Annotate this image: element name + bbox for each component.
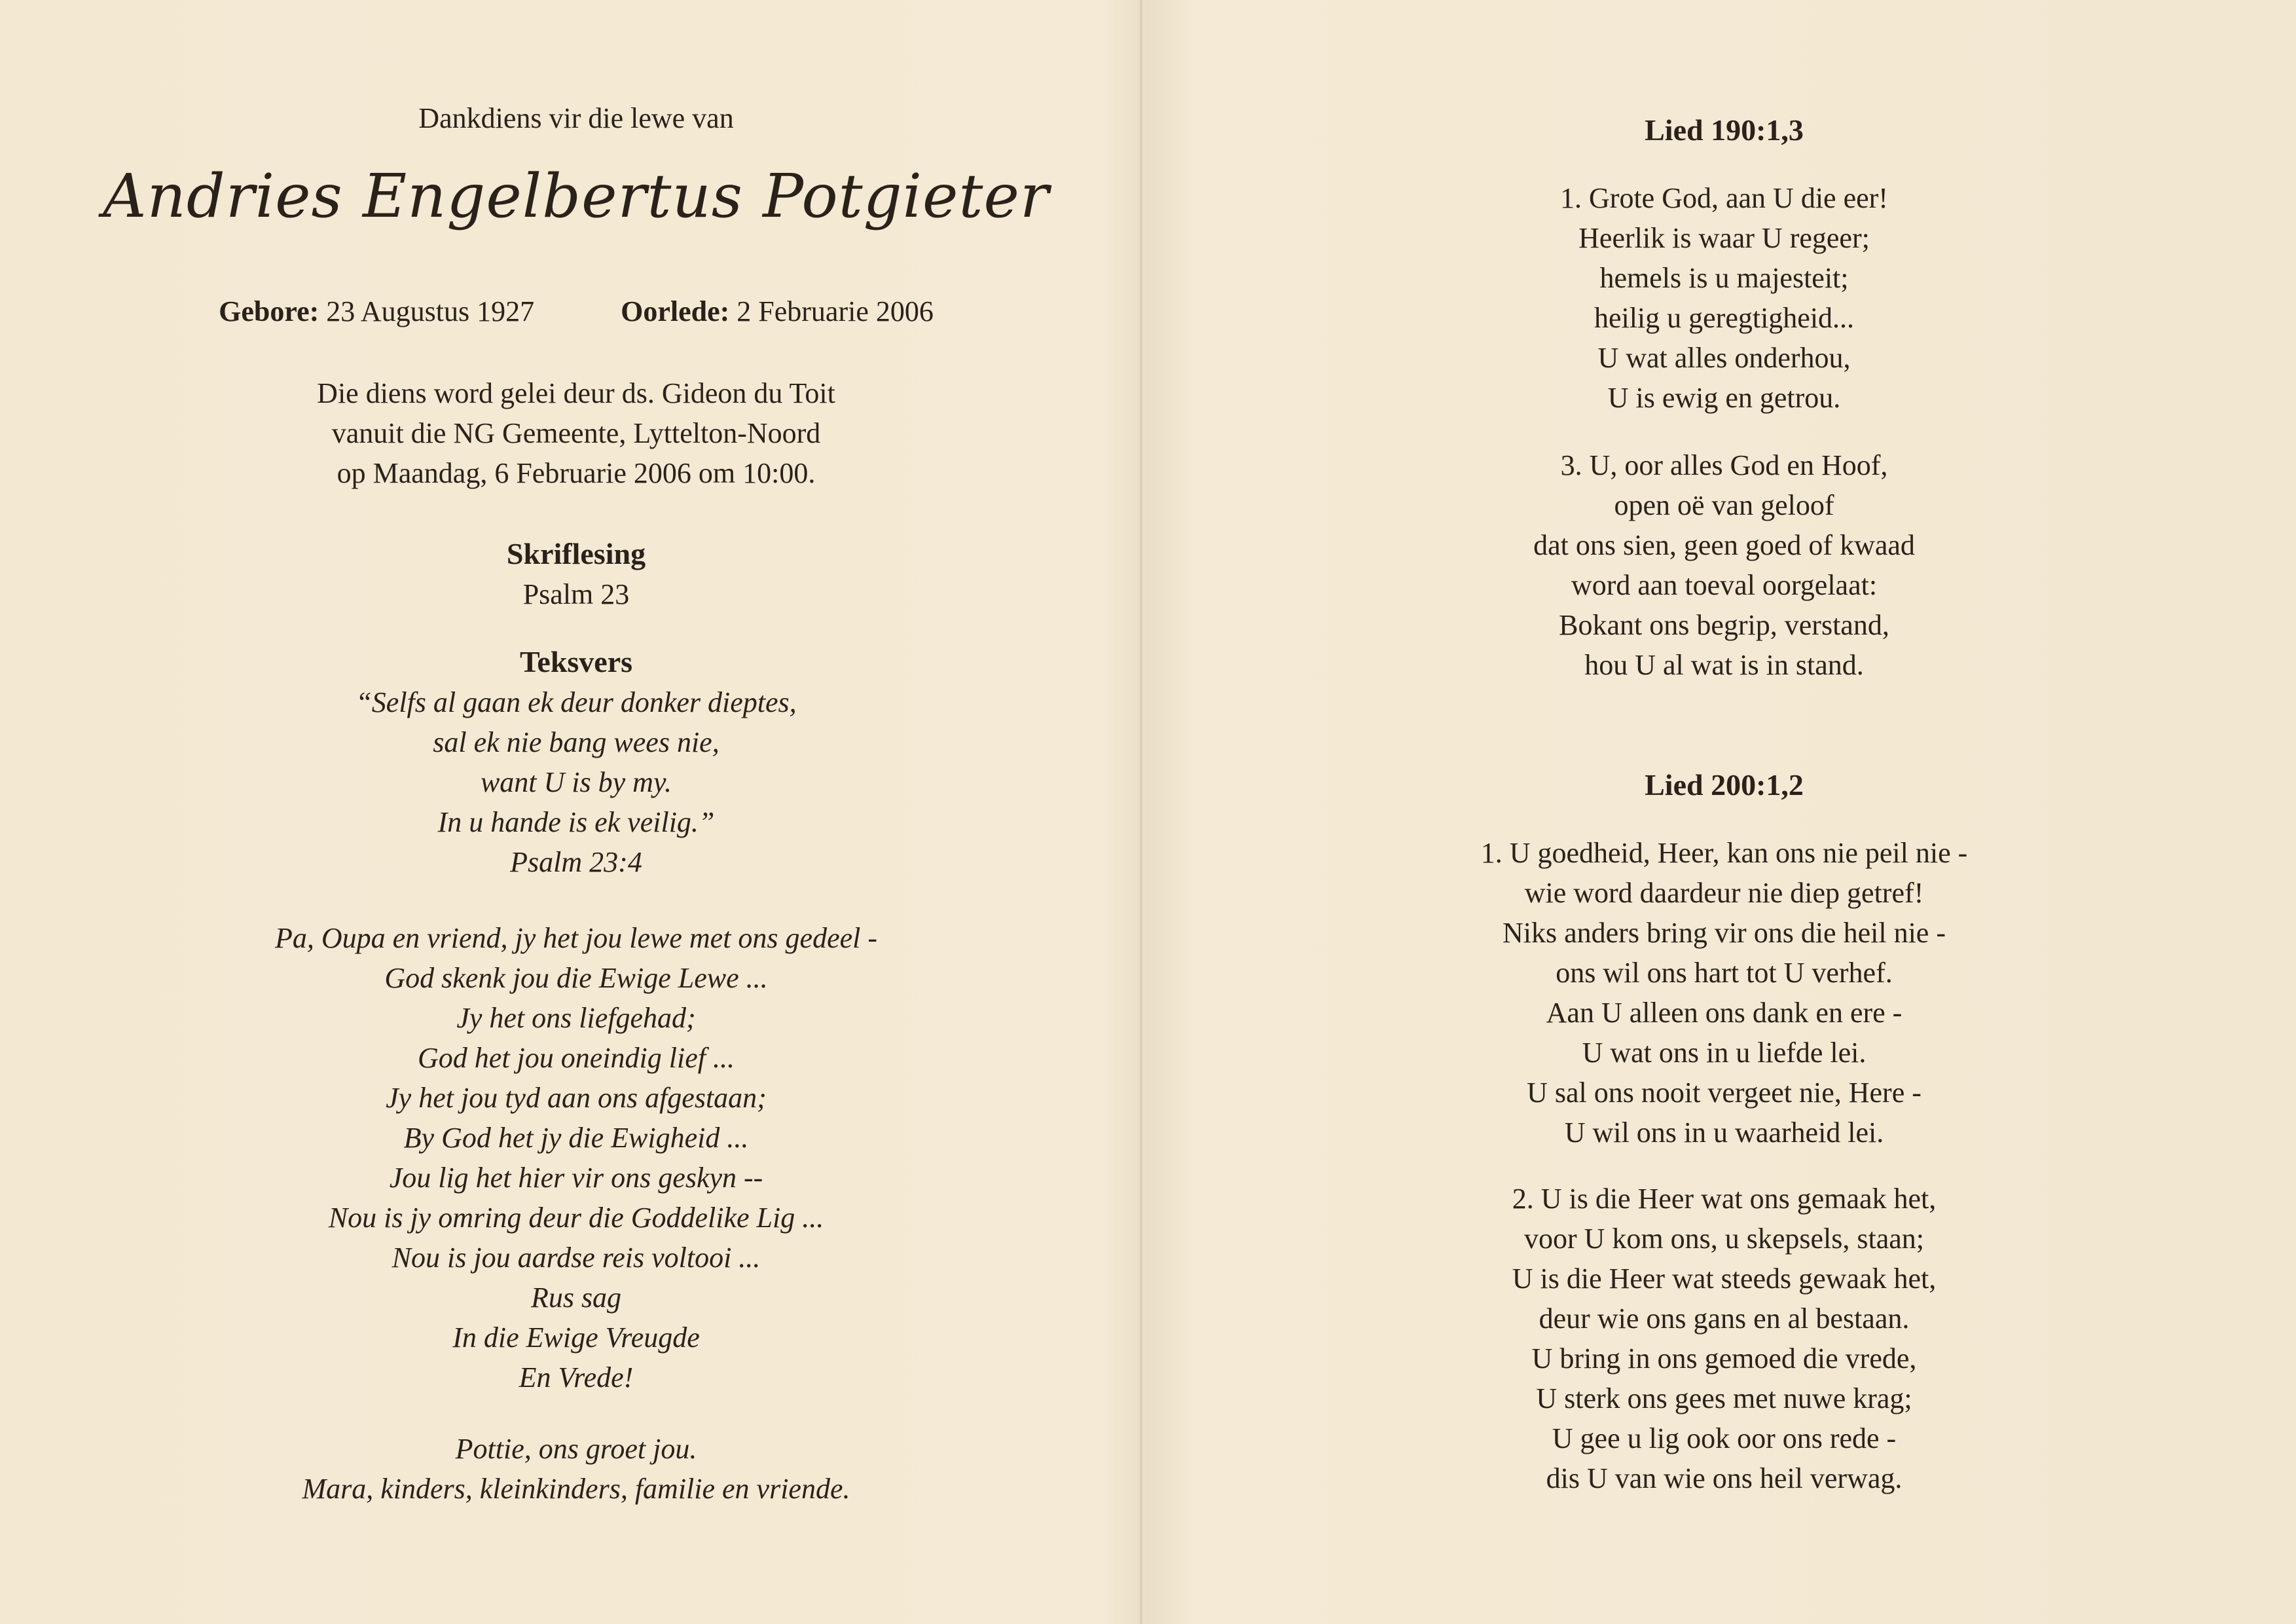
hymn-line: dis U van wie ons heil verwag. — [1546, 1462, 1903, 1494]
service-line: vanuit die NG Gemeente, Lyttelton-Noord — [331, 417, 821, 449]
hymn-line: Aan U alleen ons dank en ere - — [1546, 997, 1903, 1029]
verse-line: “Selfs al gaan ek deur donker dieptes, — [355, 686, 797, 718]
hymn-line: U sal ons nooit vergeet nie, Here - — [1527, 1077, 1922, 1109]
tribute-line: Jy het jou tyd aan ons afgestaan; — [386, 1082, 767, 1114]
hymn-line: 2. U is die Heer wat ons gemaak het, — [1512, 1183, 1937, 1215]
reading-section — [0, 534, 1152, 614]
hymn-line: Niks anders bring vir ons die heil nie - — [1503, 917, 1946, 949]
tribute-line: By God het jy die Ewigheid ... — [403, 1122, 749, 1154]
hymn-line: U bring in ons gemoed die vrede, — [1531, 1342, 1917, 1375]
tribute-line: Pa, Oupa en vriend, jy het jou lewe met ons gedeel - — [274, 922, 878, 954]
hymn-line: U wil ons in u waarheid lei. — [1564, 1116, 1884, 1149]
hymn-line: hemels is u majesteit; — [1599, 262, 1849, 294]
hymn-line: ons wil ons hart tot U verhef. — [1556, 957, 1893, 989]
hymn-line: dat ons sien, geen goed of kwaad — [1533, 529, 1915, 561]
hymn-line: U wat ons in u liefde lei. — [1582, 1037, 1867, 1069]
born-value: 23 Augustus 1927 — [326, 295, 535, 327]
verse-line: In u hande is ek veilig.” — [437, 806, 715, 838]
hymn-line: Heerlik is waar U regeer; — [1578, 222, 1870, 254]
reading-heading: Skriflesing — [506, 537, 646, 570]
greeting-line: Mara, kinders, kleinkinders, familie en vriende. — [302, 1473, 850, 1505]
dates-line — [0, 295, 1152, 328]
hymn-2-verse-1 — [1152, 833, 2296, 1153]
hymn-line: U gee u lig ook oor ons rede - — [1552, 1422, 1897, 1454]
born-label: Gebore: — [219, 295, 319, 327]
verse-heading: Teksvers — [519, 645, 633, 678]
service-details — [0, 373, 1152, 493]
hymn-line: 3. U, oor alles God en Hoof, — [1560, 449, 1888, 481]
verse-line: sal ek nie bang wees nie, — [433, 726, 720, 758]
tribute-line: En Vrede! — [519, 1361, 634, 1393]
hymn-line: 1. Grote God, aan U die eer! — [1560, 182, 1888, 214]
greeting-line: Pottie, ons groet jou. — [455, 1433, 697, 1465]
right-panel — [1152, 0, 2296, 1624]
tribute-line: In die Ewige Vreugde — [452, 1321, 700, 1354]
tribute-line: Jy het ons liefgehad; — [456, 1002, 696, 1034]
hymn-line: hou U al wat is in stand. — [1584, 649, 1864, 681]
service-line: op Maandag, 6 Februarie 2006 om 10:00. — [337, 457, 816, 489]
hymn-1-verse-1 — [1152, 178, 2296, 418]
verse-line: want U is by my. — [480, 766, 672, 798]
died-value: 2 Februarie 2006 — [737, 295, 934, 327]
hymn-line: wie word daardeur nie diep getref! — [1524, 877, 1924, 909]
hymn-1-verse-3 — [1152, 445, 2296, 685]
hymn-line: open oë van geloof — [1614, 489, 1834, 521]
hymn-1-title: Lied 190:1,3 — [1645, 113, 1804, 147]
hymn-line: deur wie ons gans en al bestaan. — [1539, 1302, 1910, 1335]
died-label: Oorlede: — [621, 295, 730, 327]
tribute-line: Rus sag — [530, 1282, 622, 1314]
hymn-line: Bokant ons begrip, verstand, — [1559, 609, 1889, 641]
intro-line: Dankdiens vir die lewe van — [418, 102, 734, 134]
farewell-greeting — [0, 1429, 1152, 1509]
deceased-name: Andries Engelbertus Potgieter — [103, 161, 1049, 231]
hymn-line: U is ewig en getrou. — [1607, 382, 1841, 414]
reading-value: Psalm 23 — [522, 578, 630, 610]
tribute-line: Nou is jou aardse reis voltooi ... — [392, 1242, 761, 1274]
hymn-line: U wat alles onderhou, — [1597, 342, 1851, 374]
service-line: Die diens word gelei deur ds. Gideon du Toit — [317, 377, 835, 409]
hymn-2-verse-2 — [1152, 1179, 2296, 1498]
hymn-2-title: Lied 200:1,2 — [1645, 768, 1804, 802]
hymn-line: voor U kom ons, u skepsels, staan; — [1523, 1223, 1925, 1255]
tribute-line: God het jou oneindig lief ... — [418, 1042, 735, 1074]
hymn-line: U is die Heer wat steeds gewaak het, — [1512, 1263, 1937, 1295]
tribute-poem — [0, 918, 1152, 1397]
verse-section — [0, 642, 1152, 882]
hymn-line: word aan toeval oorgelaat: — [1571, 569, 1878, 601]
tribute-line: God skenk jou die Ewige Lewe ... — [384, 962, 768, 994]
hymn-line: 1. U goedheid, Heer, kan ons nie peil nie - — [1480, 837, 1968, 869]
tribute-line: Nou is jy omring deur die Goddelike Lig ... — [328, 1202, 824, 1234]
tribute-line: Jou lig het hier vir ons geskyn -- — [389, 1162, 763, 1194]
verse-reference: Psalm 23:4 — [510, 846, 642, 878]
hymn-line: heilig u geregtigheid... — [1594, 302, 1855, 334]
hymn-line: U sterk ons gees met nuwe krag; — [1536, 1382, 1912, 1414]
